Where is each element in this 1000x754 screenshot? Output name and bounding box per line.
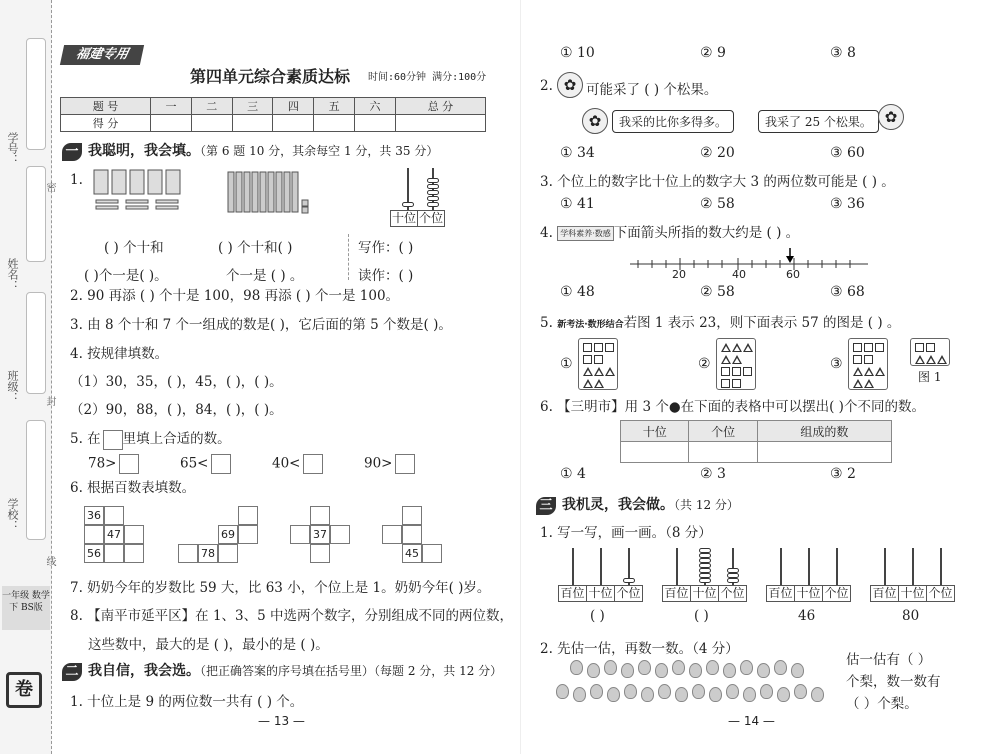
pear-icon	[587, 663, 600, 678]
score-cell: 二	[191, 98, 232, 115]
r-q5-option-1[interactable]: ①	[560, 356, 573, 372]
grid-cell-blank[interactable]	[310, 544, 330, 563]
abacus-bead	[699, 548, 711, 553]
r-q2-text[interactable]: 可能采了 ( ) 个松果。	[586, 82, 718, 98]
pear-icon	[794, 684, 807, 699]
r-q6-text[interactable]: 6. 【三明市】用 3 个●在下面的表格中可以摆出( )个不同的数。	[540, 399, 925, 415]
abacus-bead	[727, 568, 739, 573]
pear-icon	[672, 660, 685, 675]
pear-icon	[573, 687, 586, 702]
r-q1-option-1[interactable]: ① 10	[560, 45, 595, 61]
pear-icon	[621, 663, 634, 678]
pear-icon	[757, 663, 770, 678]
section-3-note: （共 12 分）	[674, 498, 739, 512]
section-1-note: （第 6 题 10 分，其余每空 1 分，共 35 分）	[200, 144, 439, 158]
abacus-bead	[727, 578, 739, 583]
abacus-rod	[808, 548, 810, 586]
r-q5-option-2[interactable]: ②	[698, 356, 711, 372]
squirrel-icon: ✿	[557, 72, 583, 98]
q5-item-3	[272, 454, 323, 474]
abacus-label: 个位	[718, 585, 747, 602]
score-input[interactable]	[395, 115, 485, 132]
number-line-tick-60: 60	[786, 268, 800, 281]
pv-header-tens: 十位	[621, 421, 689, 442]
section-1-title: 我聪明，我会填。	[88, 143, 200, 159]
q5-item-label: 90>	[364, 455, 393, 472]
q4-line-2[interactable]: （2）90，88，( )，84，( )，( )。	[70, 402, 283, 418]
pv-header-number: 组成的数	[757, 421, 891, 442]
pear-icon	[570, 660, 583, 675]
pear-icon	[607, 687, 620, 702]
r-q4-option-3[interactable]: ③ 68	[830, 284, 865, 300]
section-1-heading	[62, 140, 438, 161]
r-q5-line	[540, 311, 900, 331]
grid-cell-blank[interactable]	[104, 506, 124, 525]
q8-line-2[interactable]: 这些数中，最大的是 ( )，最小的是 ( )。	[88, 637, 329, 653]
q5-answer-box[interactable]	[303, 454, 323, 474]
grid-cell-blank[interactable]	[124, 544, 144, 563]
score-table-header	[61, 98, 486, 115]
s2q1-text[interactable]: 1. 十位上是 9 的两位数一共有 ( ) 个。	[70, 694, 304, 710]
abacus-bead	[427, 202, 439, 207]
abacus-label: 百位	[766, 585, 795, 602]
r-q2-option-1[interactable]: ① 34	[560, 145, 595, 161]
abacus-answer[interactable]: ( )	[590, 608, 605, 624]
section-1-number: 一	[62, 143, 82, 161]
shape-picture-1	[578, 338, 618, 390]
abacus-bead	[623, 578, 635, 583]
pear-icon	[604, 660, 617, 675]
r-q1-option-2[interactable]: ② 9	[700, 45, 726, 61]
abacus-label: 个位	[614, 585, 643, 602]
q1-blank-3[interactable]: ( )个一是( )。	[84, 268, 168, 284]
binding-strip	[0, 0, 55, 754]
abacus-bead	[402, 202, 414, 207]
s3q2-side-1[interactable]: 估一估有（ ）	[846, 652, 932, 668]
q5-answer-box[interactable]	[395, 454, 415, 474]
abacus-label: 十位	[898, 585, 927, 602]
score-table	[60, 97, 486, 132]
publisher-logo: 卷	[6, 672, 42, 708]
student-id-label: 学号：	[6, 132, 19, 165]
r-q2-option-2[interactable]: ② 20	[700, 145, 735, 161]
pear-icon	[556, 684, 569, 699]
page-title: 第四单元综合素质达标	[190, 67, 351, 86]
grid-cell: 69	[218, 525, 238, 544]
q5-item-label: 78>	[88, 455, 117, 472]
score-cell: 六	[355, 98, 396, 115]
grid-cell-blank[interactable]	[402, 506, 422, 525]
q1-blank-2[interactable]: ( ) 个十和( )	[218, 240, 293, 256]
number-line-tick-20: 20	[672, 268, 686, 281]
abacus-bead	[427, 196, 439, 201]
abacus-bead	[699, 573, 711, 578]
abacus-label-tens: 十位	[391, 211, 416, 225]
pear-icon	[675, 687, 688, 702]
pear-icon	[641, 687, 654, 702]
pear-icon	[723, 663, 736, 678]
score-row-label: 得 分	[61, 115, 151, 132]
seal-mark-2: 封	[44, 396, 55, 406]
score-cell: 五	[314, 98, 355, 115]
section-3-title: 我机灵，我会做。	[562, 497, 674, 513]
grid-cell-blank[interactable]	[238, 525, 258, 544]
section-2-title: 我自信，我会选。	[88, 663, 200, 679]
score-cell: 总 分	[395, 98, 485, 115]
bundles-of-sticks-illustration	[92, 168, 192, 216]
r-q5-text[interactable]: 若图 1 表示 23，则下面表示 57 的图是 ( ) 。	[623, 315, 901, 331]
grid-cell-blank[interactable]	[104, 544, 124, 563]
pv-cell[interactable]	[621, 442, 689, 463]
grid-cell-blank[interactable]	[382, 525, 402, 544]
q7-text[interactable]: 7. 奶奶今年的岁数比 59 大，比 63 小，个位上是 1。奶奶今年( )岁。	[70, 580, 491, 596]
score-input[interactable]	[314, 115, 355, 132]
pear-icon	[791, 663, 804, 678]
s3q2-side-2: 个梨，数一数有	[846, 674, 941, 690]
abacus-rod	[600, 548, 602, 586]
grid-cell-blank[interactable]	[124, 525, 144, 544]
q5-answer-box[interactable]	[119, 454, 139, 474]
abacus-rod	[836, 548, 838, 586]
class-label: 班级：	[6, 370, 19, 403]
grid-cell-blank[interactable]	[84, 525, 104, 544]
grid-cell: 36	[84, 506, 104, 525]
grid-cell: 37	[310, 525, 330, 544]
abacus-rod	[780, 548, 782, 586]
speech-bubble-2: 我采了 25 个松果。	[758, 110, 879, 133]
shape-picture-2	[716, 338, 756, 390]
score-input[interactable]	[191, 115, 232, 132]
speech-bubble-1: 我采的比你多得多。	[612, 110, 734, 133]
grid-cell: 45	[402, 544, 422, 563]
section-2-number: 二	[62, 663, 82, 681]
q1-write-blank[interactable]: 写作：( )	[358, 240, 414, 256]
abacus-bead	[699, 578, 711, 583]
r-q2-option-3[interactable]: ③ 60	[830, 145, 865, 161]
q1-number: 1.	[70, 172, 83, 188]
grid-cell-blank[interactable]	[290, 525, 310, 544]
s3q1-title: 1. 写一写，画一画。（8 分）	[540, 525, 712, 541]
time-info: 时间:60分钟 满分:100分	[368, 72, 487, 83]
page-divider	[520, 0, 521, 754]
abacus-bead	[699, 563, 711, 568]
abacus-rod	[676, 548, 678, 586]
abacus-answer: 46	[798, 608, 816, 624]
pear-icon	[590, 684, 603, 699]
squirrel-icon: ✿	[878, 104, 904, 130]
abacus-answer: 80	[902, 608, 920, 624]
q3-text[interactable]: 3. 由 8 个十和 7 个一组成的数是( )，它后面的第 5 个数是( )。	[70, 317, 452, 333]
name-box[interactable]	[26, 166, 46, 262]
page-number-left: — 13 —	[258, 714, 305, 728]
q8-line-1: 8. 【南平市延平区】在 1、3、5 中选两个数字，分别组成不同的两位数，	[70, 608, 514, 624]
seal-mark-3: 线	[44, 556, 55, 566]
score-cell: 三	[232, 98, 273, 115]
score-input[interactable]	[232, 115, 273, 132]
score-input[interactable]	[151, 115, 192, 132]
pear-icon	[706, 660, 719, 675]
q5-item-label: 65<	[180, 455, 209, 472]
pear-icon	[740, 660, 753, 675]
region-badge: 福建专用	[60, 45, 144, 65]
q5-title	[70, 427, 231, 450]
number-line	[630, 246, 870, 282]
score-cell: 题 号	[61, 98, 151, 115]
s3q2-side-3[interactable]: （ ）个梨。	[846, 696, 918, 712]
r-q4-text[interactable]: 下面箭头所指的数大约是 ( ) 。	[613, 225, 800, 241]
number-line-tick-40: 40	[732, 268, 746, 281]
q1-blank-4[interactable]: 个一是 ( ) 。	[226, 268, 304, 284]
q5-item-label: 40<	[272, 455, 301, 472]
grid-cell: 78	[198, 544, 218, 563]
grid-cell-blank[interactable]	[422, 544, 442, 563]
q5-answer-box[interactable]	[211, 454, 231, 474]
r-q4-number: 4.	[540, 225, 553, 241]
abacus-bead	[427, 190, 439, 195]
grid-cell-blank[interactable]	[238, 506, 258, 525]
abacus-label: 百位	[558, 585, 587, 602]
score-table-row	[61, 115, 486, 132]
q5-item-2	[180, 454, 231, 474]
r-q4-option-2[interactable]: ② 58	[700, 284, 735, 300]
abacus-bead	[699, 568, 711, 573]
grid-cell-blank[interactable]	[178, 544, 198, 563]
r-q3-text[interactable]: 3. 个位上的数字比十位上的数字大 3 的两位数可能是 ( ) 。	[540, 174, 895, 190]
pv-cell[interactable]	[689, 442, 757, 463]
abacus-bead	[699, 558, 711, 563]
r-q6-option-1[interactable]: ① 4	[560, 466, 586, 482]
r-q1-option-3[interactable]: ③ 8	[830, 45, 856, 61]
r-q5-number: 5.	[540, 315, 553, 331]
q4-title: 4. 按规律填数。	[70, 346, 169, 362]
r-q3-option-2[interactable]: ② 58	[700, 196, 735, 212]
section-2-heading	[62, 660, 502, 681]
pear-icon	[774, 660, 787, 675]
grid-cell-blank[interactable]	[330, 525, 350, 544]
pear-icon	[638, 660, 651, 675]
pear-icon	[709, 687, 722, 702]
q1-blank-1[interactable]: ( ) 个十和	[104, 240, 164, 256]
q1-divider	[348, 234, 349, 280]
seal-mark-1: 密	[44, 182, 55, 192]
page-number-right: — 14 —	[728, 714, 775, 728]
r-q6-option-3[interactable]: ③ 2	[830, 466, 856, 482]
abacus-label: 十位	[586, 585, 615, 602]
q5-example-box	[103, 430, 123, 450]
grid-cell: 56	[84, 544, 104, 563]
shape-picture-3	[848, 338, 888, 390]
abacus-label: 百位	[870, 585, 899, 602]
abacus-rod	[912, 548, 914, 586]
abacus-bead	[427, 184, 439, 189]
abacus-label: 个位	[822, 585, 851, 602]
abacus-rod	[572, 548, 574, 586]
book-tag: 一年级 数学 下 BS版	[2, 586, 50, 630]
r-q5-option-3[interactable]: ③	[830, 356, 843, 372]
squirrel-icon: ✿	[582, 108, 608, 134]
r-q4-line	[540, 221, 799, 241]
r-q3-option-1[interactable]: ① 41	[560, 196, 595, 212]
pv-cell[interactable]	[757, 442, 891, 463]
abacus-label: 十位	[794, 585, 823, 602]
s3q2-title: 2. 先估一估，再数一数。（4 分）	[540, 641, 739, 657]
section-2-note: （把正确答案的序号填在括号里）（每题 2 分，共 12 分）	[200, 664, 503, 678]
figure-1-label: 图 1	[918, 370, 942, 384]
school-box[interactable]	[26, 420, 46, 540]
section-3-number: 三	[536, 497, 556, 515]
q6-title: 6. 根据百数表填数。	[70, 480, 196, 496]
grid-cell: 47	[104, 525, 124, 544]
r-q5-tag: 新考法·数形结合	[557, 320, 624, 330]
pear-icon	[726, 684, 739, 699]
pear-icon	[624, 684, 637, 699]
q5-item-1	[88, 454, 139, 474]
abacus-rod	[884, 548, 886, 586]
pear-icon	[743, 687, 756, 702]
q5-item-4	[364, 454, 415, 474]
pear-icon	[760, 684, 773, 699]
q2-text[interactable]: 2. 90 再添 ( ) 个十是 100，98 再添 ( ) 个一是 100。	[70, 288, 400, 304]
name-label: 姓名：	[6, 258, 19, 291]
q1-read-blank[interactable]: 读作：( )	[358, 268, 414, 284]
abacus-bead	[427, 178, 439, 183]
pear-icon	[692, 684, 705, 699]
pear-icon	[655, 663, 668, 678]
r-q6-option-2[interactable]: ② 3	[700, 466, 726, 482]
section-3-heading	[536, 494, 739, 515]
r-q2-number: 2.	[540, 78, 553, 94]
abacus-rod	[940, 548, 942, 586]
abacus-label: 十位	[690, 585, 719, 602]
cube-rods-illustration	[226, 170, 316, 214]
pear-icon	[658, 684, 671, 699]
score-input[interactable]	[273, 115, 314, 132]
grid-cell-blank[interactable]	[218, 544, 238, 563]
score-input[interactable]	[355, 115, 396, 132]
score-cell: 四	[273, 98, 314, 115]
abacus-label: 个位	[926, 585, 955, 602]
q5-title-a: 5. 在	[70, 431, 101, 447]
pear-icon	[689, 663, 702, 678]
score-cell: 一	[151, 98, 192, 115]
student-id-box[interactable]	[26, 38, 46, 150]
pear-icon	[777, 687, 790, 702]
r-q3-option-3[interactable]: ③ 36	[830, 196, 865, 212]
abacus-bead	[699, 553, 711, 558]
grid-cell-blank[interactable]	[402, 525, 422, 544]
abacus-label-ones: 个位	[418, 211, 443, 225]
place-value-table	[620, 420, 892, 463]
class-box[interactable]	[26, 292, 46, 394]
abacus-label: 百位	[662, 585, 691, 602]
pear-icon	[811, 687, 824, 702]
grid-cell-blank[interactable]	[310, 506, 330, 525]
pv-header-ones: 个位	[689, 421, 757, 442]
figure-1-picture	[910, 338, 950, 366]
abacus-bead	[727, 573, 739, 578]
q5-title-b: 里填上合适的数。	[122, 431, 231, 447]
abacus-answer[interactable]: ( )	[694, 608, 709, 624]
r-q4-tag: 学科素养·数感	[557, 226, 614, 241]
r-q4-option-1[interactable]: ① 48	[560, 284, 595, 300]
q4-line-1[interactable]: （1）30，35，( )，45，( )，( )。	[70, 374, 283, 390]
school-label: 学校：	[6, 498, 19, 531]
